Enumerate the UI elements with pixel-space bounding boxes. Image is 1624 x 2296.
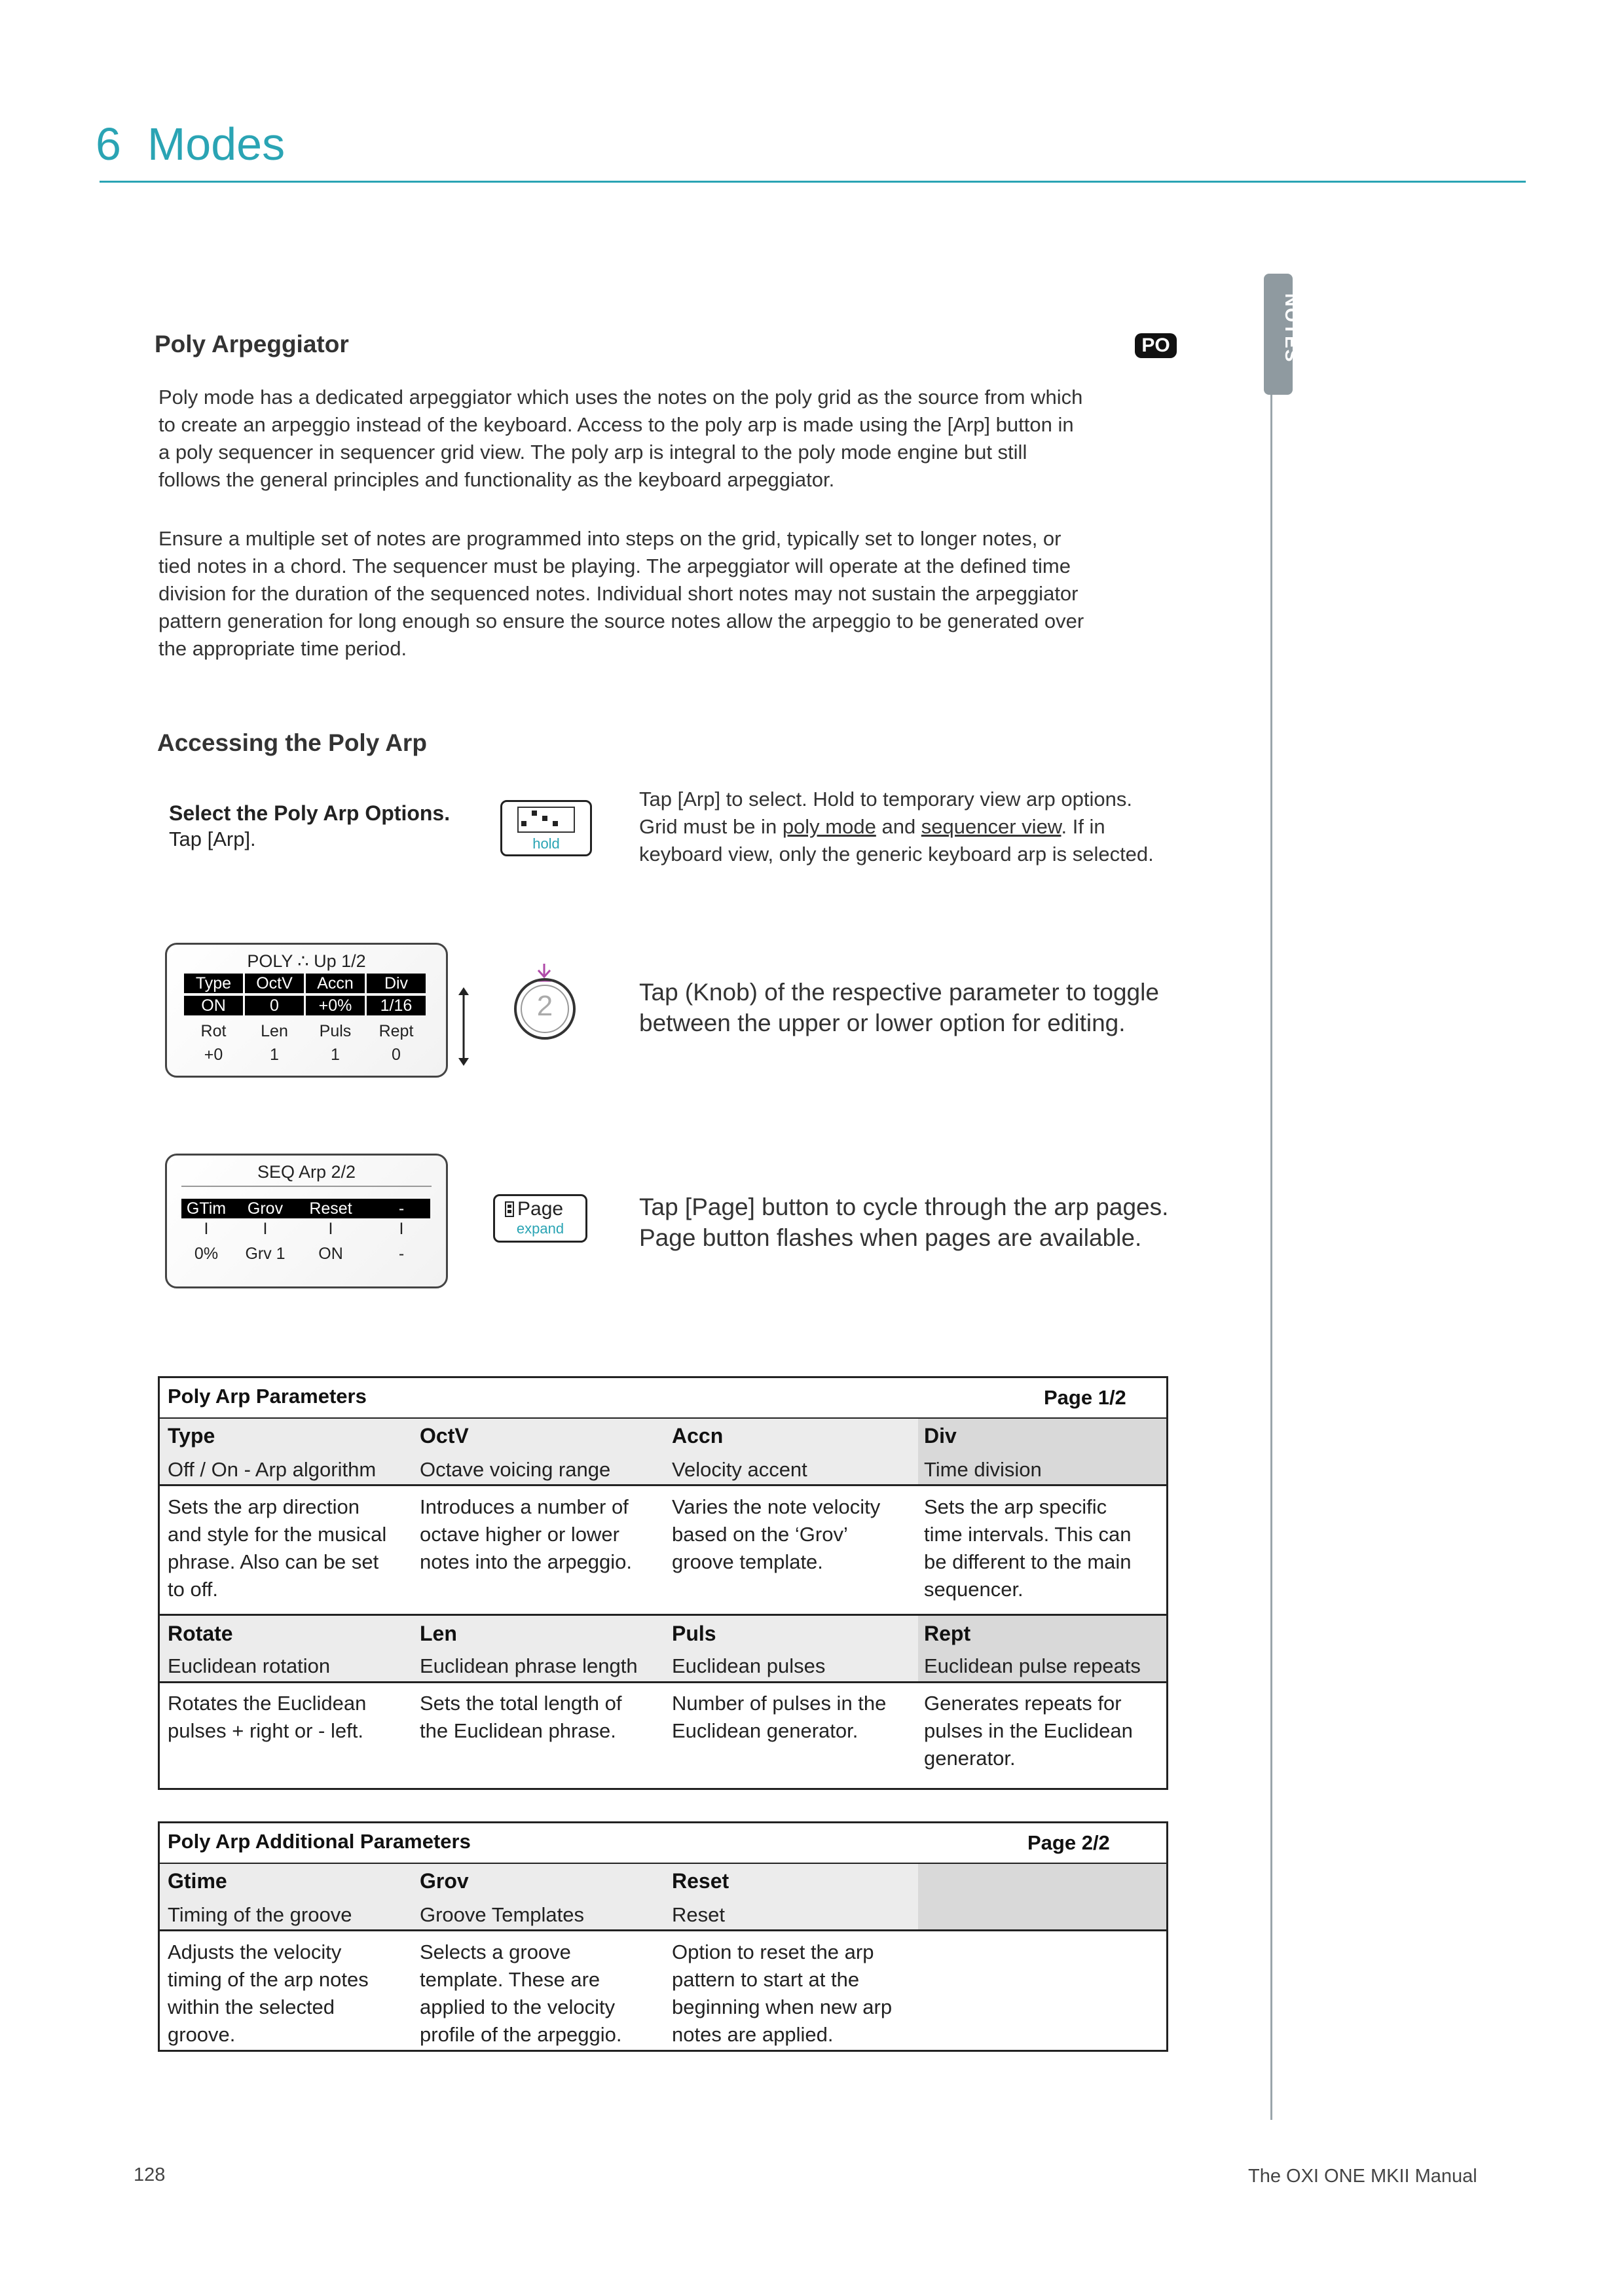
page-icon <box>504 1201 515 1218</box>
param-desc: Rotates the Euclidean pulses + right or - left. <box>168 1692 367 1742</box>
param-desc: Varies the note velocity based on the ‘Grov’ groove template. <box>672 1495 881 1573</box>
table1-divider <box>160 1484 1166 1486</box>
param-head: Rotate <box>168 1622 233 1645</box>
param-head: Div <box>924 1424 957 1448</box>
param-desc: Generates repeats for pulses in the Euclidean generator. <box>924 1692 1133 1770</box>
screen1-header: OctV <box>245 974 304 993</box>
chapter-number: 6 <box>96 118 121 170</box>
screen1-header: Type <box>184 974 243 993</box>
sequencer-view-link[interactable]: sequencer view <box>921 815 1061 838</box>
param-head: Gtime <box>168 1869 227 1893</box>
table1-title: Poly Arp Parameters <box>168 1385 367 1408</box>
screen2-tick: I <box>204 1220 209 1238</box>
screen2-header: - <box>398 1199 405 1218</box>
screen2-tick: I <box>263 1220 268 1238</box>
param-sub: Off / On - Arp algorithm <box>168 1458 377 1481</box>
param-head: Reset <box>672 1869 729 1893</box>
poly-arp-parameters-table <box>158 1376 1168 1790</box>
param-head: Len <box>420 1622 457 1645</box>
subsection-title: Accessing the Poly Arp <box>157 729 427 756</box>
table2-divider <box>160 1929 1166 1931</box>
page-button-label: Page <box>517 1198 564 1220</box>
screen1-value: 0 <box>245 996 304 1015</box>
updown-arrow-icon <box>456 987 471 1066</box>
screen2-tick: I <box>399 1220 404 1238</box>
sidebar-line <box>1270 274 1272 2120</box>
param-head: Grov <box>420 1869 469 1893</box>
poly-arp-screen-page2 <box>165 1154 448 1288</box>
param-desc: Sets the arp direction and style for the musical phrase. Also can be set to off. <box>168 1495 387 1601</box>
screen1-value2: 1 <box>270 1046 279 1064</box>
poly-arp-screen-page1 <box>165 943 448 1078</box>
page-number: 128 <box>134 2164 166 2185</box>
param-desc: Number of pulses in the Euclidean generator. <box>672 1692 887 1742</box>
screen2-value: 0% <box>194 1245 219 1263</box>
step1-description: Tap [Arp] to select. Hold to temporary view arp options. Grid must be in poly mode and sequencer view. If in keyboard view, only the generic keyboard arp is selected. <box>639 788 1154 866</box>
screen1-title: POLY ∴ Up 1/2 <box>247 951 366 971</box>
param-desc: Sets the arp specific time intervals. This can be different to the main sequencer. <box>924 1495 1132 1601</box>
section-title: Poly Arpeggiator <box>155 331 349 357</box>
screen2-value: Grv 1 <box>245 1245 286 1263</box>
screen1-header: Div <box>367 974 426 993</box>
table2-title: Poly Arp Additional Parameters <box>168 1830 471 1853</box>
table2-row1-band-dark <box>918 1864 1166 1929</box>
param-sub: Euclidean pulses <box>672 1654 826 1677</box>
manual-title: The OXI ONE MKII Manual <box>1248 2166 1477 2187</box>
page-button-sub: expand <box>516 1220 564 1237</box>
param-desc: Introduces a number of octave higher or lower notes into the arpeggio. <box>420 1495 633 1573</box>
param-head: Puls <box>672 1622 716 1645</box>
screen2-tick: I <box>328 1220 333 1238</box>
knob-number: 2 <box>536 990 553 1022</box>
screen1-value: ON <box>184 996 243 1015</box>
screen2-header: Reset <box>309 1199 352 1218</box>
param-sub: Reset <box>672 1903 725 1926</box>
param-head: Rept <box>924 1622 971 1645</box>
param-sub: Velocity accent <box>672 1458 807 1481</box>
param-sub: Groove Templates <box>420 1903 584 1926</box>
step1-text: Tap [Arp]. <box>169 828 256 850</box>
screen1-label2: Rept <box>378 1022 414 1040</box>
screen2-header: GTim <box>186 1199 227 1218</box>
screen1-value2: 0 <box>392 1046 401 1064</box>
arp-icon <box>517 807 575 833</box>
step1-title: Select the Poly Arp Options. <box>169 801 451 825</box>
screen2-title: SEQ Arp 2/2 <box>257 1162 356 1182</box>
screen1-label2: Len <box>261 1022 288 1040</box>
poly-mode-link[interactable]: poly mode <box>782 815 876 838</box>
screen2-value: ON <box>318 1245 343 1263</box>
param-desc: Adjusts the velocity timing of the arp notes within the selected groove. <box>168 1941 369 2046</box>
param-head: Type <box>168 1424 215 1448</box>
param-head: Accn <box>672 1424 724 1448</box>
table1-page: Page 1/2 <box>1044 1386 1126 1409</box>
screen1-label2: Rot <box>200 1022 227 1040</box>
hold-label: hold <box>532 835 560 852</box>
screen1-value2: 1 <box>331 1046 340 1064</box>
param-desc: Selects a groove template. These are applied to the velocity profile of the arpeggio. <box>420 1941 622 2046</box>
intro-paragraph: Poly mode has a dedicated arpeggiator which uses the notes on the poly grid as the source from which to create an arpeggio instead of the keyboard. Access to the poly arp is made using the [Arp] button in a poly sequencer in sequencer grid view. The poly arp is integral to the poly mode engine but still follows the general principles and functionality as the keyboard arpeggiator. <box>158 386 1083 491</box>
sidebar-tab-label: NOTES <box>1282 293 1302 363</box>
header-rule <box>100 181 1526 183</box>
param-head: OctV <box>420 1424 469 1448</box>
screen2-divider <box>181 1186 432 1187</box>
po-badge: PO <box>1135 333 1177 358</box>
param-sub: Euclidean pulse repeats <box>924 1654 1141 1677</box>
screen1-value: 1/16 <box>367 996 426 1015</box>
screen1-label2: Puls <box>319 1022 352 1040</box>
step2-description: Tap (Knob) of the respective parameter to toggle between the upper or lower option for editing. <box>639 979 1159 1036</box>
screen1-value: +0% <box>306 996 365 1015</box>
chapter-title: Modes <box>147 118 286 170</box>
param-sub: Time division <box>924 1458 1042 1481</box>
table2-page: Page 2/2 <box>1027 1831 1110 1854</box>
param-sub: Octave voicing range <box>420 1458 611 1481</box>
table1-divider <box>160 1681 1166 1683</box>
param-desc: Option to reset the arp pattern to start at the beginning when new arp notes are applied. <box>672 1941 893 2046</box>
requirements-paragraph: Ensure a multiple set of notes are programmed into steps on the grid, typically set to longer notes, or tied notes in a chord. The sequencer must be playing. The arpeggiator will operate at the defined time division for the duration of the sequenced notes. Individual short notes may not sustain the arpeggiator pattern generation for long enough so ensure the source notes allow the arpeggio to be generated over the appropriate time period. <box>158 527 1084 660</box>
screen1-value2: +0 <box>204 1046 223 1064</box>
screen2-value: - <box>398 1245 405 1263</box>
step3-description: Tap [Page] button to cycle through the arp pages. Page button flashes when pages are available. <box>639 1194 1169 1251</box>
poly-arp-additional-parameters-table <box>158 1821 1168 2052</box>
screen1-header: Accn <box>306 974 365 993</box>
param-desc: Sets the total length of the Euclidean phrase. <box>420 1692 622 1742</box>
param-sub: Euclidean rotation <box>168 1654 331 1677</box>
param-sub: Timing of the groove <box>168 1903 352 1926</box>
param-sub: Euclidean phrase length <box>420 1654 638 1677</box>
screen2-header: Grov <box>247 1199 284 1218</box>
